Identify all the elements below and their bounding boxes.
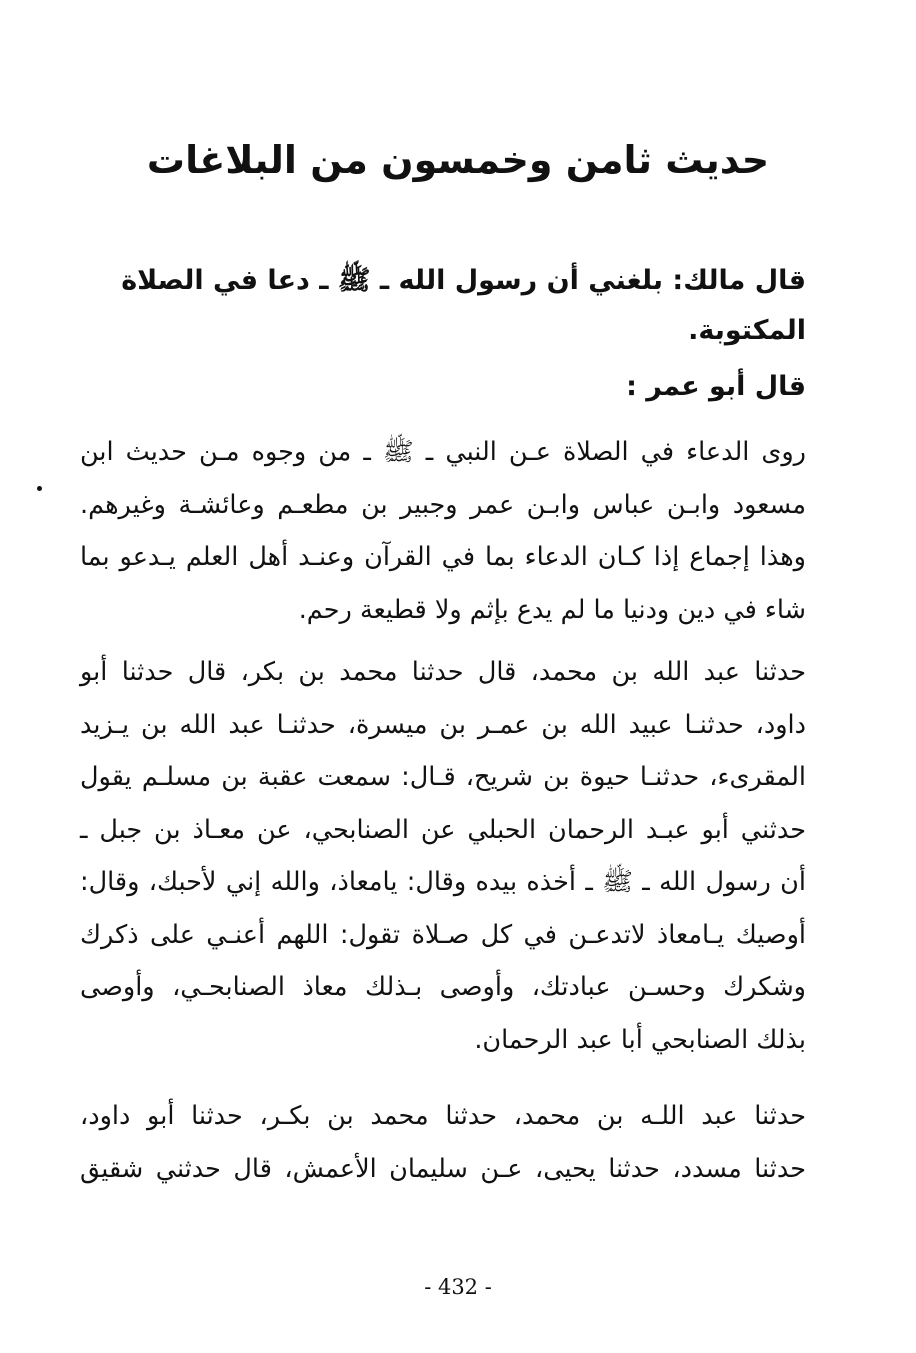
text-line: المقرىء، حدثنـا حيوة بن شريح، قـال: سمعت عقبة بن مسلـم يقول <box>80 762 806 792</box>
paragraph-1 <box>80 426 806 636</box>
text-line: روى الدعاء في الصلاة عـن النبي ـ ﷺ ـ من وجوه مـن حديث ابن <box>80 437 806 467</box>
text-line: وهذا إجماع إذا كـان الدعاء بما في القرآن وعنـد أهل العلم يـدعو بما <box>80 542 806 572</box>
text-line: داود، حدثنـا عبيد الله بن عمـر بن ميسرة، حدثنـا عبد الله بن يـزيد <box>80 709 806 740</box>
text-line: حدثني أبو عبـد الرحمان الحبلي عن الصنابحي، عن معـاذ بن جبل ـ <box>80 814 806 845</box>
text-line: حدثنا عبد الله بن محمد، قال حدثنا محمد بن بكر، قال حدثنا أبو <box>80 657 806 687</box>
text-line: مسعود وابـن عباس وابـن عمر وجبير بن مطعـم وعائشـة وغيرهم. <box>80 489 806 520</box>
text-line: شاء في دين ودنيا ما لم يدع بإثم ولا قطيعة رحم. <box>298 594 806 625</box>
text-line: حدثنا مسدد، حدثنا يحيى، عـن سليمان الأعمش، قال حدثني شقيق <box>80 1153 806 1184</box>
text-line: بذلك الصنابحي أبا عبد الرحمان. <box>474 1024 806 1055</box>
text-line: وشكرك وحسـن عبادتك، وأوصى بـذلك معاذ الصنابحـي، وأوصى <box>80 972 806 1002</box>
paragraph-2 <box>80 646 806 1066</box>
paragraph-3 <box>80 1090 806 1195</box>
text-line: أن رسول الله ـ ﷺ ـ أخذه بيده وقال: يامعاذ، والله إني لأحبك، وقال: <box>80 867 806 897</box>
hadith-text: قال مالك: بلغني أن رسول الله ـ ﷺ ـ دعا في الصلاة المكتوبة. <box>121 265 806 346</box>
text-line: أوصيك يـامعاذ لاتدعـن في كل صـلاة تقول: اللهم أعنـي على ذكرك <box>80 919 806 950</box>
text-line: حدثنا عبد اللـه بن محمد، حدثنا محمد بن بكـر، حدثنا أبو داود، <box>80 1101 806 1131</box>
chapter-title: حديث ثامن وخمسون من البلاغات <box>146 138 770 182</box>
page-number: - 432 - <box>424 1275 492 1299</box>
scan-speck <box>37 486 42 491</box>
commentary-heading: قال أبو عمر : <box>626 371 806 402</box>
